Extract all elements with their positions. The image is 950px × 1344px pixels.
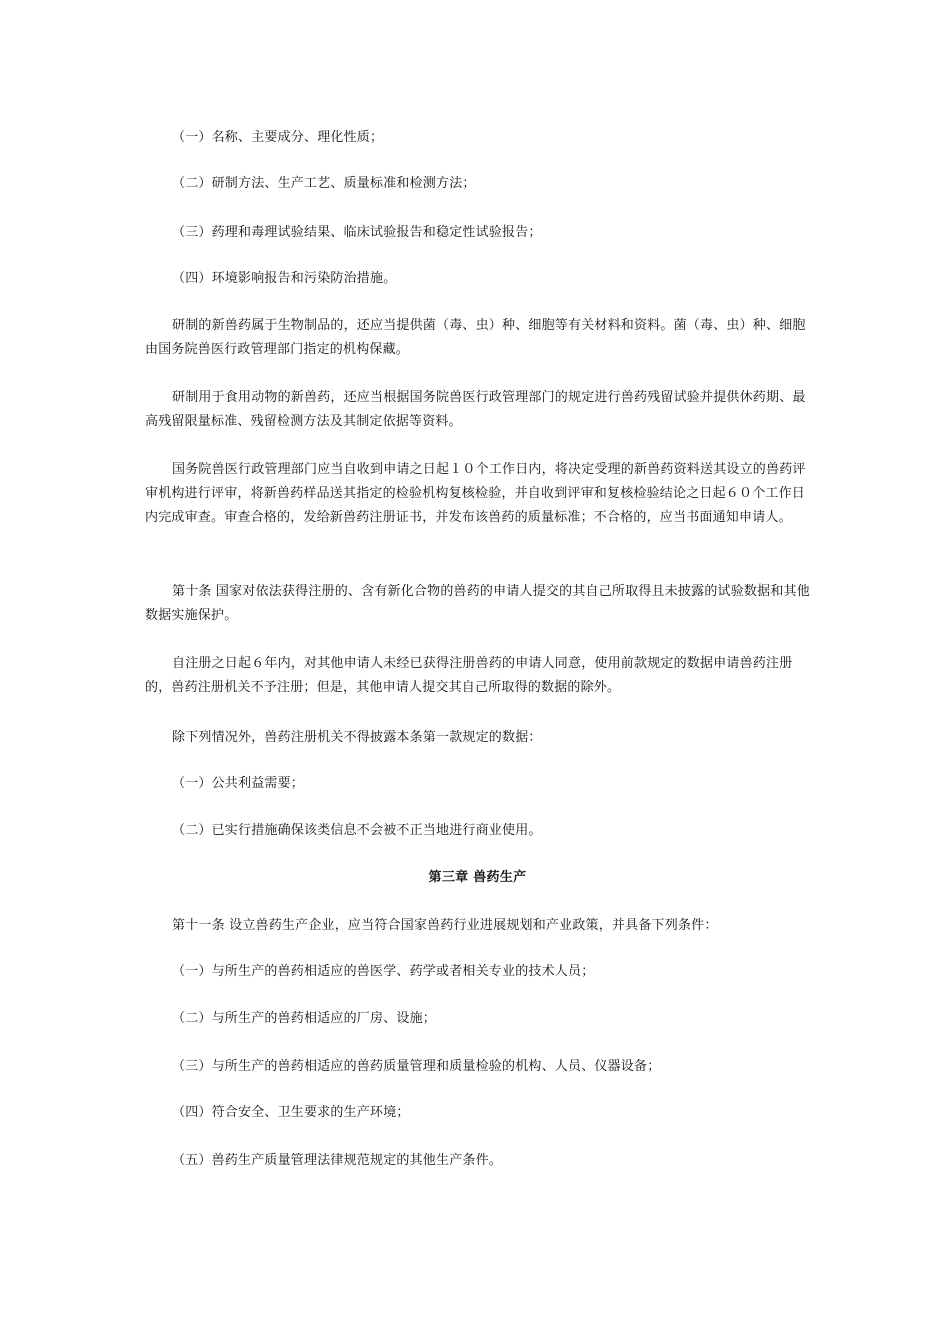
paragraph-biological-products: 研制的新兽药属于生物制品的，还应当提供菌（毒、虫）种、细胞等有关材料和资料。菌（毒、虫）种、细胞由国务院兽医行政管理部门指定的机构保藏。 [145,318,806,357]
list-item-technical-staff: （一）与所生产的兽药相适应的兽医学、药学或者相关专业的技术人员； [172,964,595,979]
list-item-environment: （四）符合安全、卫生要求的生产环境； [172,1105,410,1120]
article-11: 第十一条 设立兽药生产企业，应当符合国家兽药行业进展规划和产业政策，并具备下列条件： [172,918,718,933]
list-item-facilities: （二）与所生产的兽药相适应的厂房、设施； [172,1011,437,1026]
article-10: 第十条 国家对依法获得注册的、含有新化合物的兽药的申请人提交的其自己所取得且未披露的试验数据和其他数据实施保护。 [145,584,810,623]
chapter-heading: 第三章 兽药生产 [428,870,527,885]
list-item-environment-report: （四）环境影响报告和污染防治措施。 [172,271,397,286]
paragraph-data-protection-period: 自注册之日起６年内，对其他申请人未经已获得注册兽药的申请人同意，使用前款规定的数据申请兽药注册的，兽药注册机关不予注册；但是，其他申请人提交其自己所取得的数据的除外。 [145,656,793,695]
list-item-quality-management: （三）与所生产的兽药相适应的兽药质量管理和质量检验的机构、人员、仪器设备； [172,1059,661,1074]
paragraph-food-animals: 研制用于食用动物的新兽药，还应当根据国务院兽医行政管理部门的规定进行兽药残留试验并提供休药期、最高残留限量标准、残留检测方法及其制定依据等资料。 [145,390,806,429]
list-item-method-process: （二）研制方法、生产工艺、质量标准和检测方法； [172,176,476,191]
list-item-public-interest: （一）公共利益需要； [172,776,305,791]
list-item-other-conditions: （五）兽药生产质量管理法律规范规定的其他生产条件。 [172,1153,503,1168]
paragraph-disclosure-exceptions: 除下列情况外，兽药注册机关不得披露本条第一款规定的数据： [172,730,542,745]
list-item-name-composition: （一）名称、主要成分、理化性质； [172,130,384,145]
list-item-commercial-use: （二）已实行措施确保该类信息不会被不正当地进行商业使用。 [172,823,542,838]
list-item-pharmacology-report: （三）药理和毒理试验结果、临床试验报告和稳定性试验报告； [172,225,542,240]
paragraph-review-procedure: 国务院兽医行政管理部门应当自收到申请之日起１０个工作日内，将决定受理的新兽药资料送其设立的兽药评审机构进行评审，将新兽药样品送其指定的检验机构复核检验，并自收到评审和复核检验结论之日起６０个工作日内完成审查。审查合格的，发给新兽药注册证书，并发布该兽药的质量标准；不合格的，应当书面通知申请人。 [145,462,806,525]
